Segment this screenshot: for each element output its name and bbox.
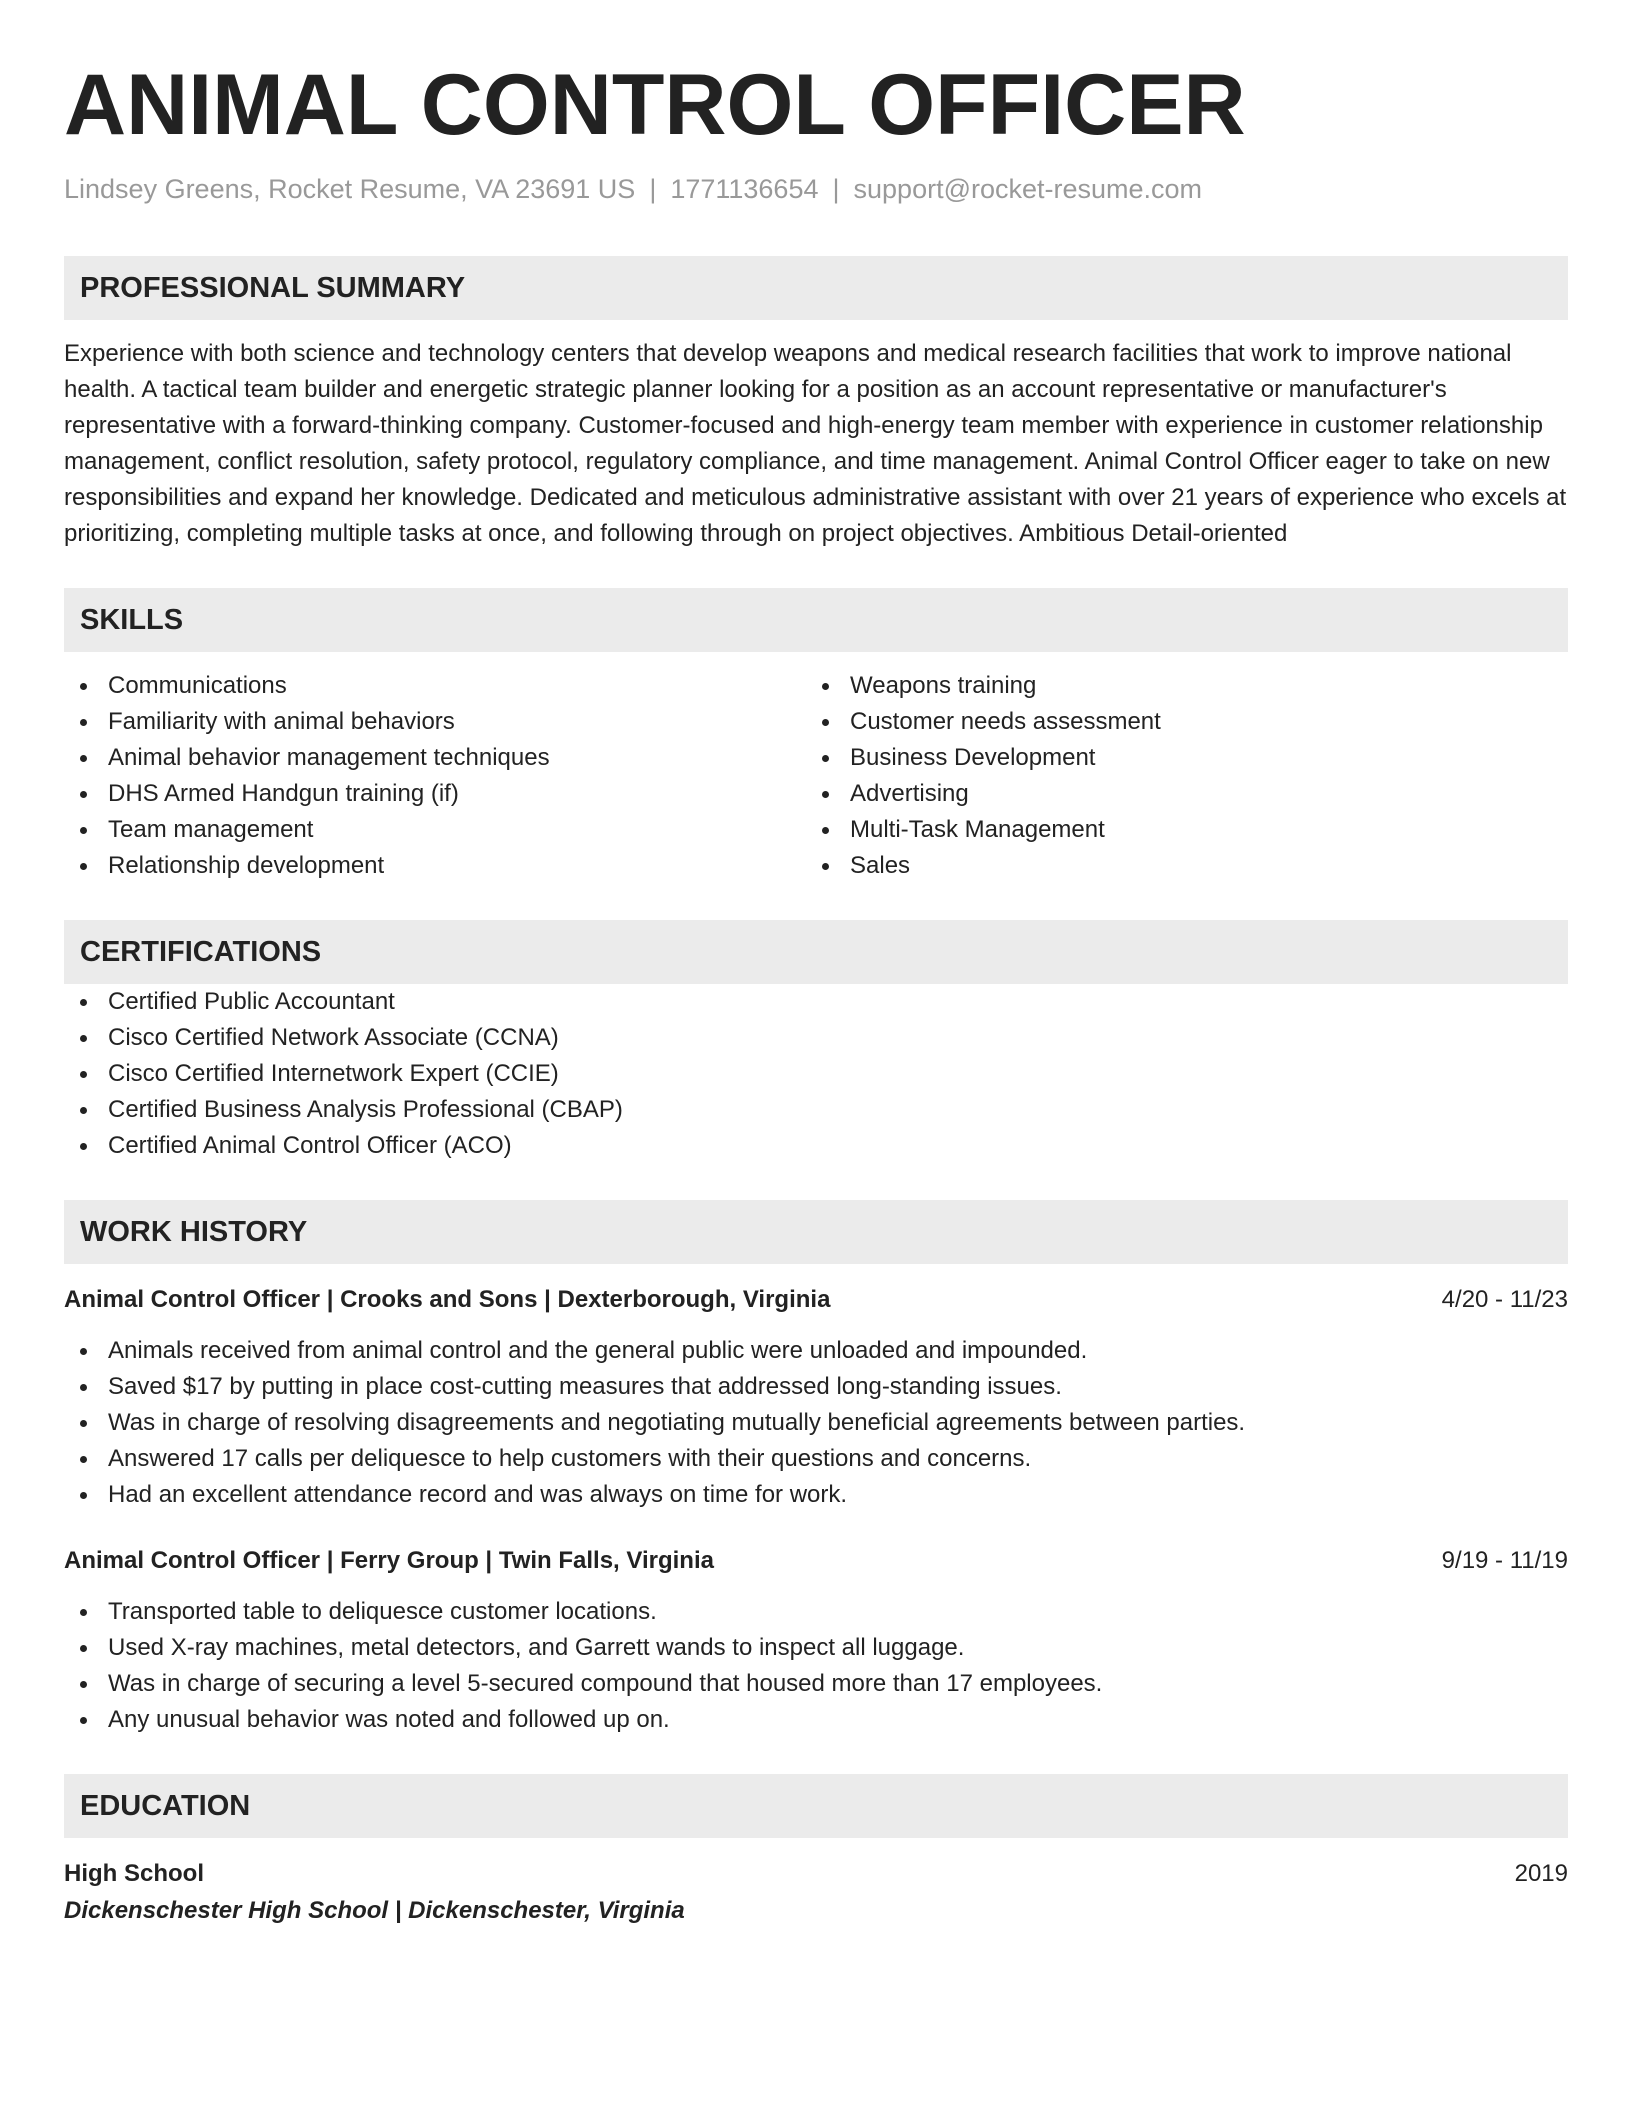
section-heading-summary: PROFESSIONAL SUMMARY — [64, 256, 1568, 320]
certification-item: Certified Public Accountant — [64, 984, 1568, 1020]
skill-item: Business Development — [806, 740, 1548, 776]
contact-separator: | — [832, 174, 840, 204]
skills-column-left — [64, 668, 806, 884]
education-school: Dickenschester High School | Dickenschester, Virginia — [64, 1897, 685, 1924]
job-bullet: Used X-ray machines, metal detectors, and Garrett wands to inspect all luggage. — [64, 1630, 1568, 1666]
skill-item: DHS Armed Handgun training (if) — [64, 776, 806, 812]
education-degree: High School — [64, 1860, 204, 1887]
section-heading-education: EDUCATION — [64, 1774, 1568, 1838]
summary-text: Experience with both science and technology centers that develop weapons and medical research facilities that work to improve national health. A tactical team builder and energetic strategic planner looking for a position as an account representative or manufacturer's representative with a forward-thinking company. Customer-focused and high-energy team member with experience in customer relationship management, conflict resolution, safety protocol, regulatory compliance, and time management. Animal Control Officer eager to take on new responsibilities and expand her knowledge. Dedicated and meticulous administrative assistant with over 21 years of experience who excels at prioritizing, completing multiple tasks at once, and following through on project objectives. Ambitious Detail-oriented — [64, 340, 1567, 547]
certification-item: Certified Business Analysis Professional (CBAP) — [64, 1092, 1568, 1128]
contact-line — [64, 172, 1568, 206]
job-bullet: Transported table to deliquesce customer locations. — [64, 1594, 1568, 1630]
job-bullet: Was in charge of resolving disagreements and negotiating mutually beneficial agreements between parties. — [64, 1405, 1568, 1441]
job-heading: Animal Control Officer | Crooks and Sons | Dexterborough, Virginia — [64, 1286, 831, 1313]
section-heading-work-history: WORK HISTORY — [64, 1200, 1568, 1264]
skills-list — [64, 668, 1568, 884]
contact-phone: 1771136654 — [670, 174, 819, 204]
contact-address: Lindsey Greens, Rocket Resume, VA 23691 US — [64, 174, 636, 204]
education-header — [64, 1856, 1568, 1892]
job-bullet-list — [64, 1333, 1568, 1513]
job-bullet: Any unusual behavior was noted and followed up on. — [64, 1702, 1568, 1738]
certification-item: Cisco Certified Internetwork Expert (CCIE) — [64, 1056, 1568, 1092]
section-heading-certifications: CERTIFICATIONS — [64, 920, 1568, 984]
job-bullet: Was in charge of securing a level 5-secured compound that housed more than 17 employees. — [64, 1666, 1568, 1702]
skills-column-right — [806, 668, 1548, 884]
education-year: 2019 — [1514, 1860, 1568, 1887]
certifications-list — [64, 984, 1568, 1164]
contact-email: support@rocket-resume.com — [853, 174, 1203, 204]
job-bullet: Had an excellent attendance record and was always on time for work. — [64, 1477, 1568, 1513]
job-dates: 4/20 - 11/23 — [1441, 1286, 1568, 1313]
skill-item: Animal behavior management techniques — [64, 740, 806, 776]
certification-item: Cisco Certified Network Associate (CCNA) — [64, 1020, 1568, 1056]
job-heading: Animal Control Officer | Ferry Group | Twin Falls, Virginia — [64, 1547, 714, 1574]
skill-item: Advertising — [806, 776, 1548, 812]
job-header — [64, 1282, 1568, 1318]
job-bullet: Answered 17 calls per deliquesce to help customers with their questions and concerns. — [64, 1441, 1568, 1477]
skill-item: Weapons training — [806, 668, 1548, 704]
skill-item: Team management — [64, 812, 806, 848]
skill-item: Communications — [64, 668, 806, 704]
contact-separator: | — [649, 174, 657, 204]
job-entry — [64, 1282, 1568, 1513]
job-header — [64, 1543, 1568, 1579]
skill-item: Familiarity with animal behaviors — [64, 704, 806, 740]
job-bullet-list — [64, 1594, 1568, 1738]
skill-item: Relationship development — [64, 848, 806, 884]
skill-item: Sales — [806, 848, 1548, 884]
skill-item: Multi-Task Management — [806, 812, 1548, 848]
skill-item: Customer needs assessment — [806, 704, 1548, 740]
job-bullet: Saved $17 by putting in place cost-cutting measures that addressed long-standing issues. — [64, 1369, 1568, 1405]
job-dates: 9/19 - 11/19 — [1441, 1547, 1568, 1574]
job-entry — [64, 1543, 1568, 1738]
section-heading-skills: SKILLS — [64, 588, 1568, 652]
resume-page — [64, 50, 1568, 1930]
job-bullet: Animals received from animal control and the general public were unloaded and impounded. — [64, 1333, 1568, 1369]
resume-name-title: ANIMAL CONTROL OFFICER — [64, 57, 1246, 153]
certification-item: Certified Animal Control Officer (ACO) — [64, 1128, 1568, 1164]
education-entry — [64, 1856, 1568, 1930]
